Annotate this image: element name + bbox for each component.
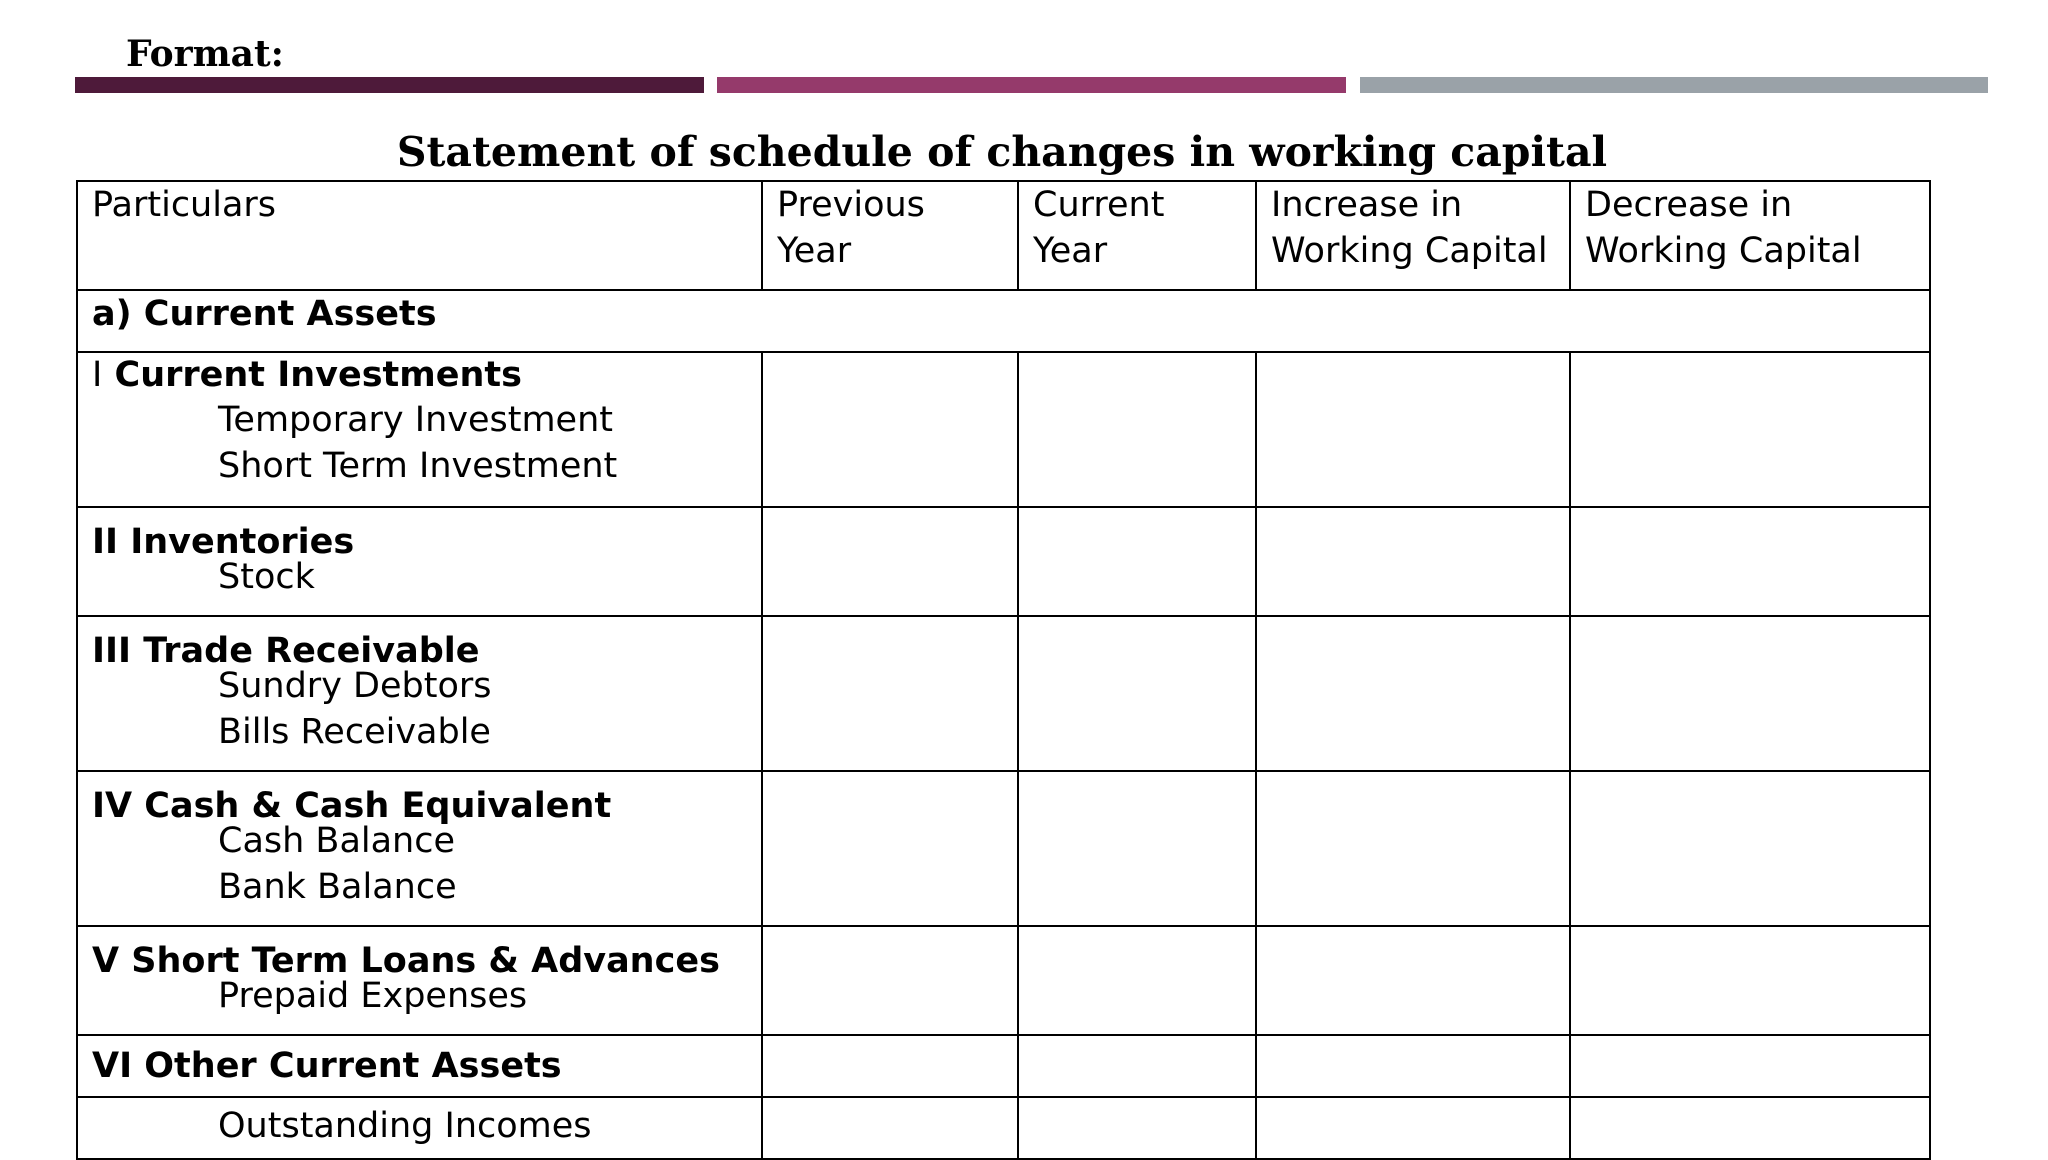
particulars-cell <box>77 507 762 616</box>
decrease-cell <box>1570 926 1930 1035</box>
particulars-cell <box>77 1097 762 1159</box>
section-label: a) Current Assets <box>77 290 1930 352</box>
previous-year-cell <box>762 352 1018 507</box>
list-item: Bank Balance <box>218 867 457 907</box>
table-row <box>77 771 1930 926</box>
previous-year-cell <box>762 1097 1018 1159</box>
table-row <box>77 616 1930 771</box>
decrease-cell <box>1570 616 1930 771</box>
particulars-cell <box>77 1035 762 1097</box>
decrease-cell <box>1570 1097 1930 1159</box>
header-bar-gray <box>1360 77 1988 93</box>
increase-cell <box>1256 507 1570 616</box>
particulars-cell <box>77 771 762 926</box>
current-year-cell <box>1018 1097 1256 1159</box>
table-row <box>77 1035 1930 1097</box>
group-title: V Short Term Loans & Advances <box>92 941 720 981</box>
table-row <box>77 926 1930 1035</box>
current-year-cell <box>1018 771 1256 926</box>
increase-cell <box>1256 1097 1570 1159</box>
increase-cell <box>1256 616 1570 771</box>
increase-cell <box>1256 926 1570 1035</box>
list-item: Prepaid Expenses <box>218 976 528 1016</box>
header-previous-year: Previous Year <box>762 181 1018 290</box>
list-item: Outstanding Incomes <box>218 1106 592 1146</box>
table-row <box>77 507 1930 616</box>
previous-year-cell <box>762 926 1018 1035</box>
previous-year-cell <box>762 771 1018 926</box>
working-capital-table <box>76 180 1931 1160</box>
previous-year-cell <box>762 507 1018 616</box>
header-decrease-working-capital: Decrease in Working Capital <box>1570 181 1930 290</box>
increase-cell <box>1256 771 1570 926</box>
section-row-current-assets <box>77 290 1930 352</box>
current-year-cell <box>1018 926 1256 1035</box>
previous-year-cell <box>762 1035 1018 1097</box>
decrease-cell <box>1570 771 1930 926</box>
list-item: Short Term Investment <box>218 446 618 486</box>
group-title: II Inventories <box>92 522 355 562</box>
header-bar-dark <box>75 77 704 93</box>
group-title: VI Other Current Assets <box>92 1046 562 1086</box>
increase-cell <box>1256 1035 1570 1097</box>
decrease-cell <box>1570 1035 1930 1097</box>
current-year-cell <box>1018 616 1256 771</box>
increase-cell <box>1256 352 1570 507</box>
table-row <box>77 352 1930 507</box>
header-particulars: Particulars <box>77 181 762 290</box>
list-item: Cash Balance <box>218 821 456 861</box>
decrease-cell <box>1570 352 1930 507</box>
current-year-cell <box>1018 507 1256 616</box>
table-header-row <box>77 181 1930 290</box>
document-title: Statement of schedule of changes in working capital <box>396 128 1608 176</box>
group-title: III Trade Receivable <box>92 631 480 671</box>
list-item: Sundry Debtors <box>218 666 492 706</box>
list-item: Temporary Investment <box>218 400 613 440</box>
particulars-cell <box>77 616 762 771</box>
header-increase-working-capital: Increase in Working Capital <box>1256 181 1570 290</box>
current-year-cell <box>1018 1035 1256 1097</box>
list-item: Bills Receivable <box>218 712 491 752</box>
particulars-cell <box>77 926 762 1035</box>
decrease-cell <box>1570 507 1930 616</box>
particulars-cell <box>77 352 762 507</box>
group-title: IV Cash & Cash Equivalent <box>92 786 612 826</box>
header-current-year: Current Year <box>1018 181 1256 290</box>
group-title: I Current Investments <box>92 355 522 395</box>
list-item: Stock <box>218 557 315 597</box>
current-year-cell <box>1018 352 1256 507</box>
previous-year-cell <box>762 616 1018 771</box>
format-label: Format: <box>126 33 284 75</box>
table-row <box>77 1097 1930 1159</box>
header-bar-magenta <box>717 77 1346 93</box>
